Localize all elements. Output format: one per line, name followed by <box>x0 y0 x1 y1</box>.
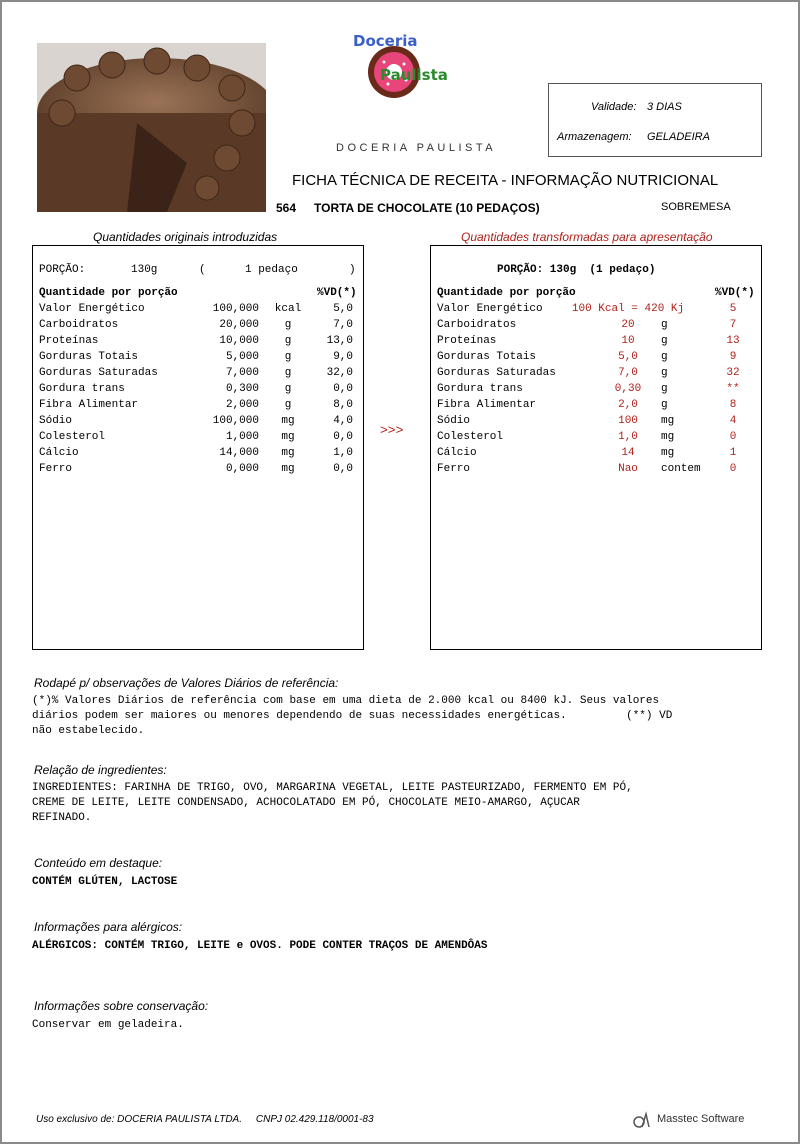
right-row-vd: 7 <box>729 319 737 331</box>
left-row-vd: 8,0 <box>333 399 353 411</box>
right-row-unit: g <box>661 335 668 347</box>
right-row-qty: 7,0 <box>618 367 638 379</box>
allergens-heading: Informações para alérgicos: <box>34 920 183 934</box>
right-row-qty: 2,0 <box>618 399 638 411</box>
left-row-unit: g <box>284 335 292 347</box>
left-header-name: Quantidade por porção <box>39 287 178 299</box>
left-row-unit: mg <box>281 447 295 459</box>
left-portion-label: PORÇÃO: <box>39 264 86 276</box>
right-row-unit: g <box>661 319 668 331</box>
validity-box <box>548 83 762 157</box>
highlight-heading: Conteúdo em destaque: <box>34 856 163 870</box>
right-row-name: Gorduras Totais <box>437 351 537 363</box>
right-row-qty: 5,0 <box>618 351 638 363</box>
left-row-qty: 100,000 <box>212 303 259 315</box>
left-row-qty: 0,300 <box>225 383 259 395</box>
recipe-category: SOBREMESA <box>661 201 731 213</box>
ingredients-line-2: CREME DE LEITE, LEITE CONDENSADO, ACHOCOLATADO EM PÓ, CHOCOLATE MEIO-AMARGO, AÇUCAR <box>32 797 580 809</box>
right-row-name: Gordura trans <box>437 383 523 395</box>
left-row-vd: 0,0 <box>333 431 353 443</box>
ingredients-heading: Relação de ingredientes: <box>34 763 167 777</box>
ingredients-line-1: INGREDIENTES: FARINHA DE TRIGO, OVO, MARGARINA VEGETAL, LEITE PASTEURIZADO, FERMENTO EM PÓ, <box>32 782 633 794</box>
left-row-vd: 1,0 <box>333 447 353 459</box>
footnote-text <box>32 694 772 739</box>
left-row-qty: 2,000 <box>225 399 259 411</box>
right-header-name: Quantidade por porção <box>437 287 576 299</box>
footnote-heading: Rodapé p/ observações de Valores Diários de referência: <box>34 676 339 690</box>
right-row-vd: 9 <box>729 351 737 363</box>
cake-photo <box>37 43 266 212</box>
left-portion-desc: 1 pedaço <box>245 264 298 276</box>
footnote-line-3: não estabelecido. <box>32 725 145 737</box>
transformed-quantities-panel <box>430 245 762 650</box>
conservation-heading: Informações sobre conservação: <box>34 999 209 1013</box>
brand-logo <box>350 30 460 100</box>
left-row-name: Proteínas <box>39 335 99 347</box>
right-row-vd: 0 <box>729 463 737 475</box>
left-row-vd: 5,0 <box>333 303 353 315</box>
right-row-unit: mg <box>661 447 675 459</box>
left-row-qty: 10,000 <box>219 335 259 347</box>
left-row-name: Cálcio <box>39 447 79 459</box>
left-row-name: Fibra Alimentar <box>39 399 139 411</box>
right-row-qty: 100 <box>618 415 638 427</box>
left-row-qty: 7,000 <box>225 367 259 379</box>
left-row-vd: 32,0 <box>326 367 353 379</box>
left-row-unit: g <box>284 399 292 411</box>
allergens-text: ALÉRGICOS: CONTÉM TRIGO, LEITE e OVOS. PODE CONTER TRAÇOS DE AMENDÔAS <box>32 940 488 952</box>
left-row-unit: mg <box>281 431 295 443</box>
armazenagem-label: Armazenagem: <box>557 131 632 143</box>
right-row-unit: mg <box>661 431 675 443</box>
left-row-qty: 1,000 <box>225 431 259 443</box>
left-row-name: Ferro <box>39 463 73 475</box>
recipe-name: TORTA DE CHOCOLATE (10 PEDAÇOS) <box>314 201 540 215</box>
right-row-name: Fibra Alimentar <box>437 399 537 411</box>
right-row-qty: 20 <box>621 319 635 331</box>
left-header-vd: %VD(*) <box>317 287 357 299</box>
highlight-text: CONTÉM GLÚTEN, LACTOSE <box>32 876 178 888</box>
logo-word-paulista: Paulista <box>380 66 448 84</box>
footer-right: Masstec Software <box>657 1113 745 1125</box>
right-header-vd: %VD(*) <box>715 287 755 299</box>
original-quantities-panel <box>32 245 364 650</box>
left-row-vd: 13,0 <box>326 335 353 347</box>
right-row-name: Carboidratos <box>437 319 517 331</box>
left-row-unit: g <box>284 319 292 331</box>
left-row-unit: g <box>284 383 292 395</box>
footnote-line-2: diários podem ser maiores ou menores dependendo de suas necessidades energéticas. (**) VD <box>32 710 673 722</box>
ingredients-line-3: REFINADO. <box>32 812 92 824</box>
ingredients-text <box>32 781 772 826</box>
right-row-name: Sódio <box>437 415 471 427</box>
footnote-line-1: (*)% Valores Diários de referência com base em uma dieta de 2.000 kcal ou 8400 kJ. Seus valores <box>32 695 660 707</box>
logo-word-doceria: Doceria <box>353 32 418 50</box>
conservation-text: Conservar em geladeira. <box>32 1019 184 1031</box>
right-row-name: Colesterol <box>437 431 504 443</box>
left-row-vd: 4,0 <box>333 415 353 427</box>
left-row-vd: 0,0 <box>333 383 353 395</box>
left-portion-value: 130g <box>131 264 158 276</box>
right-row-vd: 5 <box>729 303 737 315</box>
right-row-unit: g <box>661 383 668 395</box>
validade-value: 3 DIAS <box>647 101 682 113</box>
left-row-qty: 5,000 <box>225 351 259 363</box>
right-row-qty: 1,0 <box>618 431 638 443</box>
right-row-vd: 1 <box>729 447 737 459</box>
left-panel-caption: Quantidades originais introduzidas <box>93 230 278 244</box>
left-row-qty: 0,000 <box>225 463 259 475</box>
right-row-qty: 10 <box>621 335 635 347</box>
right-row-qty: 0,30 <box>614 383 642 395</box>
right-row-name: Proteínas <box>437 335 497 347</box>
left-row-unit: g <box>284 367 292 379</box>
right-row-qty: 14 <box>621 447 635 459</box>
left-row-name: Gorduras Saturadas <box>39 367 158 379</box>
right-row-vd: ** <box>726 383 740 395</box>
right-row-name: Ferro <box>437 463 471 475</box>
right-row-unit: g <box>661 399 668 411</box>
left-row-vd: 9,0 <box>333 351 353 363</box>
left-row-unit: kcal <box>274 303 302 315</box>
validade-label: Validade: <box>591 101 637 113</box>
right-row-qty: 100 Kcal = 420 Kj <box>571 303 685 315</box>
right-row-unit: mg <box>661 415 675 427</box>
right-row-unit: g <box>661 351 668 363</box>
left-row-name: Gorduras Totais <box>39 351 139 363</box>
left-row-name: Sódio <box>39 415 73 427</box>
right-row-name: Gorduras Saturadas <box>437 367 556 379</box>
left-row-unit: mg <box>281 415 295 427</box>
left-row-unit: mg <box>281 463 295 475</box>
left-row-qty: 14,000 <box>219 447 259 459</box>
right-row-vd: 8 <box>729 399 737 411</box>
right-row-name: Cálcio <box>437 447 477 459</box>
left-portion-close: ) <box>349 264 356 276</box>
right-row-vd: 4 <box>729 415 737 427</box>
right-row-vd: 13 <box>726 335 740 347</box>
right-row-vd: 0 <box>729 431 737 443</box>
page-title: FICHA TÉCNICA DE RECEITA - INFORMAÇÃO NUTRICIONAL <box>292 172 719 189</box>
armazenagem-value: GELADEIRA <box>647 131 710 143</box>
left-portion-open: ( <box>199 264 206 276</box>
right-row-name: Valor Energético <box>437 303 543 315</box>
right-row-vd: 32 <box>726 367 740 379</box>
left-row-qty: 100,000 <box>212 415 259 427</box>
company-caption: DOCERIA PAULISTA <box>336 142 497 154</box>
left-row-vd: 0,0 <box>333 463 353 475</box>
left-row-name: Colesterol <box>39 431 106 443</box>
right-portion-title: PORÇÃO: 130g (1 pedaço) <box>497 264 656 276</box>
masstec-logo-icon <box>632 1110 652 1130</box>
left-row-unit: g <box>284 351 292 363</box>
right-row-unit: g <box>661 367 668 379</box>
right-row-qty: Nao <box>618 463 638 475</box>
left-row-name: Gordura trans <box>39 383 125 395</box>
left-row-name: Valor Energético <box>39 303 145 315</box>
right-panel-caption: Quantidades transformadas para apresentação <box>461 230 713 244</box>
left-row-name: Carboidratos <box>39 319 119 331</box>
left-row-qty: 20,000 <box>219 319 259 331</box>
left-row-vd: 7,0 <box>333 319 353 331</box>
recipe-code: 564 <box>276 201 297 215</box>
transform-arrow: >>> <box>380 423 404 438</box>
right-row-unit: contem <box>661 463 701 475</box>
footer-left: Uso exclusivo de: DOCERIA PAULISTA LTDA. CNPJ 02.429.118/0001-83 <box>36 1114 374 1125</box>
